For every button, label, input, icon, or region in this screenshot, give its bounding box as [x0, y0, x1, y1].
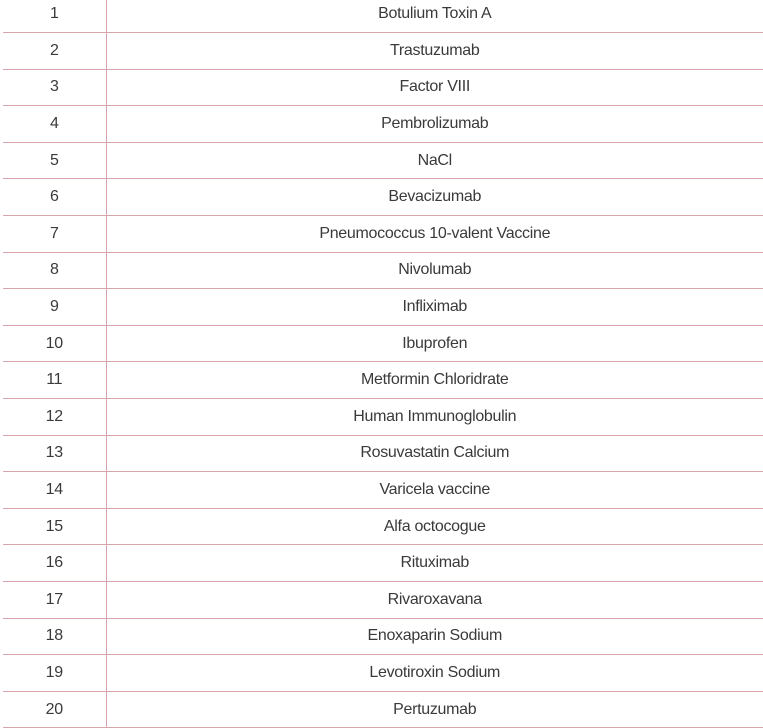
- product-name: Pembrolizumab: [106, 106, 763, 143]
- row-number: 11: [3, 362, 106, 399]
- row-number: 4: [3, 106, 106, 143]
- row-number: 5: [3, 142, 106, 179]
- row-number: 17: [3, 582, 106, 619]
- table-row: [3, 0, 763, 33]
- row-number: 16: [3, 545, 106, 582]
- table-row: [3, 33, 763, 70]
- row-number: 15: [3, 508, 106, 545]
- table-row: [3, 69, 763, 106]
- row-number: 2: [3, 33, 106, 70]
- table-row: [3, 508, 763, 545]
- table-row: [3, 399, 763, 436]
- product-name: Factor VIII: [106, 69, 763, 106]
- product-name: Pneumococcus 10-valent Vaccine: [106, 216, 763, 253]
- product-name: Ibuprofen: [106, 325, 763, 362]
- table-row: [3, 618, 763, 655]
- table-row: [3, 472, 763, 509]
- product-name: NaCl: [106, 142, 763, 179]
- row-number: 9: [3, 289, 106, 326]
- product-name: Metformin Chloridrate: [106, 362, 763, 399]
- row-number: 1: [3, 0, 106, 33]
- product-table: [3, 0, 763, 728]
- row-number: 20: [3, 691, 106, 728]
- row-number: 7: [3, 216, 106, 253]
- product-name: Human Immunoglobulin: [106, 399, 763, 436]
- table-row: [3, 289, 763, 326]
- table-row: [3, 362, 763, 399]
- row-number: 3: [3, 69, 106, 106]
- product-table-body: [3, 0, 763, 728]
- product-name: Rituximab: [106, 545, 763, 582]
- table-row: [3, 545, 763, 582]
- product-name: Rivaroxavana: [106, 582, 763, 619]
- product-name: Nivolumab: [106, 252, 763, 289]
- table-row: [3, 325, 763, 362]
- row-number: 6: [3, 179, 106, 216]
- row-number: 10: [3, 325, 106, 362]
- table-row: [3, 216, 763, 253]
- table-row: [3, 142, 763, 179]
- table-row: [3, 179, 763, 216]
- product-name: Infliximab: [106, 289, 763, 326]
- row-number: 14: [3, 472, 106, 509]
- product-name: Varicela vaccine: [106, 472, 763, 509]
- row-number: 13: [3, 435, 106, 472]
- row-number: 12: [3, 399, 106, 436]
- table-row: [3, 106, 763, 143]
- product-name: Alfa octocogue: [106, 508, 763, 545]
- table-row: [3, 435, 763, 472]
- product-name: Enoxaparin Sodium: [106, 618, 763, 655]
- row-number: 8: [3, 252, 106, 289]
- table-row: [3, 655, 763, 692]
- row-number: 18: [3, 618, 106, 655]
- product-table-container: [3, 0, 763, 728]
- product-name: Botulium Toxin A: [106, 0, 763, 33]
- table-row: [3, 691, 763, 728]
- product-name: Rosuvastatin Calcium: [106, 435, 763, 472]
- row-number: 19: [3, 655, 106, 692]
- product-name: Trastuzumab: [106, 33, 763, 70]
- table-row: [3, 582, 763, 619]
- product-name: Bevacizumab: [106, 179, 763, 216]
- product-name: Pertuzumab: [106, 691, 763, 728]
- table-row: [3, 252, 763, 289]
- product-name: Levotiroxin Sodium: [106, 655, 763, 692]
